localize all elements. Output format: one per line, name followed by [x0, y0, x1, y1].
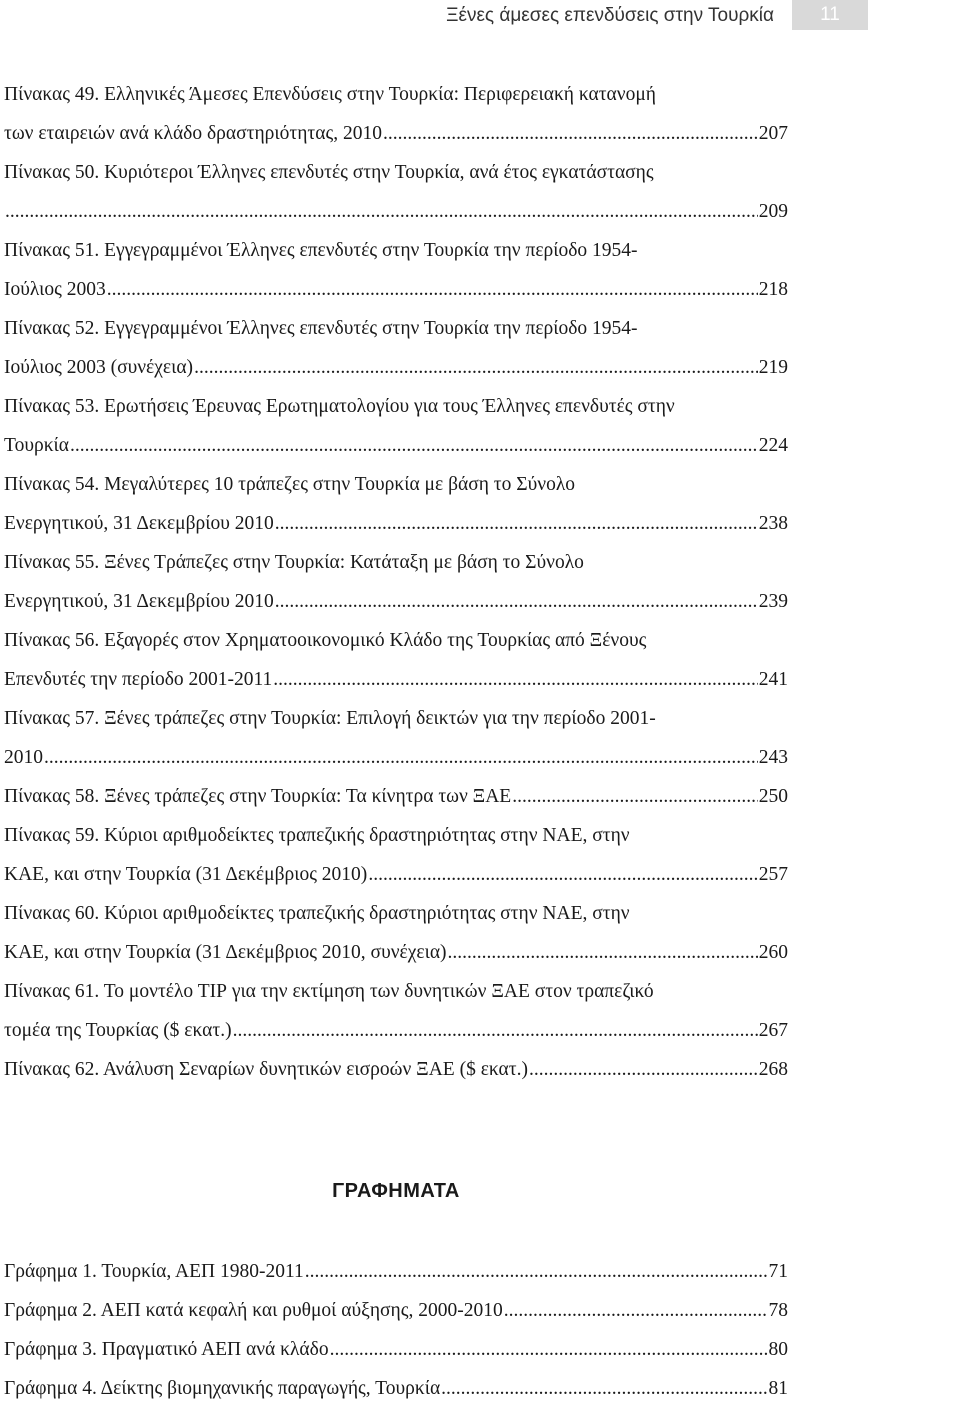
toc-entry-text: των εταιρειών ανά κλάδο δραστηριότητας, 2010 [4, 123, 382, 144]
toc-entry-table [4, 551, 788, 590]
toc-page-number: 238 [758, 513, 788, 534]
toc-page-number: 267 [758, 1020, 788, 1041]
dot-leader [5, 200, 758, 224]
toc-entry-text: Πίνακας 59. Κύριοι αριθμοδείκτες τραπεζικής δραστηριότητας στην ΝΑΕ, στην [4, 825, 630, 846]
toc-entry-text: Πίνακας 49. Ελληνικές Άμεσες Επενδύσεις στην Τουρκία: Περιφερειακή κατανομή [4, 84, 656, 105]
toc-entry-table [4, 395, 788, 434]
dot-leader [330, 1338, 768, 1362]
toc-entry-text: Ενεργητικού, 31 Δεκεμβρίου 2010 [4, 513, 274, 534]
toc-page-number: 260 [758, 942, 788, 963]
toc-entry-text: ΚΑΕ, και στην Τουρκία (31 Δεκέμβριος 2010) [4, 864, 368, 885]
toc-entry-text: Πίνακας 55. Ξένες Τράπεζες στην Τουρκία: Κατάταξη με βάση το Σύνολο [4, 552, 584, 573]
toc-entry-table [4, 161, 788, 200]
toc-entry-text: Τουρκία [4, 435, 69, 456]
dot-leader [368, 863, 757, 887]
header-title: Ξένες άμεσες επενδύσεις στην Τουρκία [446, 5, 774, 26]
toc-entry-table [4, 629, 788, 668]
dot-leader [275, 512, 758, 536]
toc-page-number: 224 [758, 435, 788, 456]
toc-page-number: 219 [758, 357, 788, 378]
toc-entry-table-cont[interactable] [4, 200, 788, 239]
page-number-box: 11 [792, 0, 868, 30]
toc-page-number: 241 [758, 669, 788, 690]
toc-entry-table-cont[interactable] [4, 356, 788, 395]
toc-page-number: 243 [758, 747, 788, 768]
dot-leader [448, 941, 758, 965]
toc-page-number: 78 [768, 1300, 788, 1321]
toc-page-number: 81 [768, 1378, 788, 1399]
toc-entry-graph[interactable] [4, 1299, 788, 1338]
toc-page-number: 218 [758, 279, 788, 300]
toc-entry-text: Πίνακας 62. Ανάλυση Σεναρίων δυνητικών εισροών ΞΑΕ ($ εκατ.) [4, 1059, 528, 1080]
toc-entry-graph[interactable] [4, 1260, 788, 1299]
toc-entry-table [4, 83, 788, 122]
toc-entry-table [4, 824, 788, 863]
toc-page-number: 71 [768, 1261, 788, 1282]
dot-leader [107, 278, 758, 302]
graphs-toc [4, 1260, 788, 1416]
toc-entry-text: Πίνακας 57. Ξένες τράπεζες στην Τουρκία: Επιλογή δεικτών για την περίοδο 2001- [4, 708, 656, 729]
page-header [0, 0, 960, 34]
toc-entry-text: Γράφημα 3. Πραγματικό ΑΕΠ ανά κλάδο [4, 1339, 329, 1360]
toc-entry-text: Πίνακας 58. Ξένες τράπεζες στην Τουρκία: Τα κίνητρα των ΞΑΕ [4, 786, 512, 807]
dot-leader [233, 1019, 758, 1043]
tables-toc [4, 83, 788, 1097]
toc-entry-table-cont[interactable] [4, 278, 788, 317]
toc-entry-text: Γράφημα 4. Δείκτης βιομηχανικής παραγωγής, Τουρκία [4, 1378, 441, 1399]
toc-entry-table [4, 980, 788, 1019]
dot-leader [383, 122, 758, 146]
toc-entry-text: Πίνακας 54. Μεγαλύτερες 10 τράπεζες στην Τουρκία με βάση το Σύνολο [4, 474, 576, 495]
toc-page-number: 207 [758, 123, 788, 144]
dot-leader [275, 590, 758, 614]
toc-entry-table-cont[interactable] [4, 668, 788, 707]
dot-leader [512, 785, 758, 809]
toc-entry-text: 2010 [4, 747, 43, 768]
toc-entry-text: Ιούλιος 2003 [4, 279, 106, 300]
toc-entry-table-cont[interactable] [4, 863, 788, 902]
toc-entry-table [4, 239, 788, 278]
dot-leader [44, 746, 758, 770]
dot-leader [273, 668, 757, 692]
dot-leader [305, 1260, 768, 1284]
toc-page-number: 257 [758, 864, 788, 885]
toc-entry-table [4, 473, 788, 512]
toc-page-number: 239 [758, 591, 788, 612]
dot-leader [441, 1377, 767, 1401]
toc-entry-table-cont[interactable] [4, 590, 788, 629]
toc-entry-table[interactable] [4, 1058, 788, 1097]
toc-entry-text: τομέα της Τουρκίας ($ εκατ.) [4, 1020, 232, 1041]
toc-entry-text: Γράφημα 2. ΑΕΠ κατά κεφαλή και ρυθμοί αύξησης, 2000-2010 [4, 1300, 503, 1321]
toc-entry-graph[interactable] [4, 1377, 788, 1416]
dot-leader [529, 1058, 758, 1082]
toc-entry-table [4, 902, 788, 941]
toc-page-number: 250 [758, 786, 788, 807]
toc-entry-table-cont[interactable] [4, 122, 788, 161]
dot-leader [194, 356, 758, 380]
toc-entry-table-cont[interactable] [4, 512, 788, 551]
toc-entry-table-cont[interactable] [4, 941, 788, 980]
toc-entry-text: ΚΑΕ, και στην Τουρκία (31 Δεκέμβριος 2010, συνέχεια) [4, 942, 447, 963]
toc-page-number: 209 [758, 201, 788, 222]
toc-entry-table [4, 707, 788, 746]
toc-page-number: 268 [758, 1059, 788, 1080]
graphs-section-title: ΓΡΑΦΗΜΑΤΑ [332, 1180, 460, 1202]
toc-entry-text: Γράφημα 1. Τουρκία, ΑΕΠ 1980-2011 [4, 1261, 304, 1282]
dot-leader [70, 434, 758, 458]
toc-entry-text: Πίνακας 61. Το μοντέλο ΤΙΡ για την εκτίμηση των δυνητικών ΞΑΕ στον τραπεζικό [4, 981, 654, 1002]
toc-entry-text: Πίνακας 53. Ερωτήσεις Έρευνας Ερωτηματολογίου για τους Έλληνες επενδυτές στην [4, 396, 675, 417]
toc-entry-table [4, 317, 788, 356]
toc-entry-text: Πίνακας 52. Εγγεγραμμένοι Έλληνες επενδυτές στην Τουρκία την περίοδο 1954- [4, 318, 638, 339]
toc-entry-text: Ενεργητικού, 31 Δεκεμβρίου 2010 [4, 591, 274, 612]
toc-entry-text: Επενδυτές την περίοδο 2001-2011 [4, 669, 273, 690]
toc-entry-text: Πίνακας 51. Εγγεγραμμένοι Έλληνες επενδυτές στην Τουρκία την περίοδο 1954- [4, 240, 638, 261]
toc-entry-text: Πίνακας 60. Κύριοι αριθμοδείκτες τραπεζικής δραστηριότητας στην ΝΑΕ, στην [4, 903, 630, 924]
toc-entry-text: Ιούλιος 2003 (συνέχεια) [4, 357, 194, 378]
dot-leader [504, 1299, 768, 1323]
toc-page-number: 80 [768, 1339, 788, 1360]
toc-entry-table-cont[interactable] [4, 434, 788, 473]
toc-entry-table[interactable] [4, 785, 788, 824]
toc-entry-table-cont[interactable] [4, 746, 788, 785]
toc-entry-text: Πίνακας 50. Κυριότεροι Έλληνες επενδυτές στην Τουρκία, ανά έτος εγκατάστασης [4, 162, 654, 183]
toc-entry-graph[interactable] [4, 1338, 788, 1377]
toc-entry-table-cont[interactable] [4, 1019, 788, 1058]
toc-entry-text: Πίνακας 56. Εξαγορές στον Χρηματοοικονομικό Κλάδο της Τουρκίας από Ξένους [4, 630, 647, 651]
